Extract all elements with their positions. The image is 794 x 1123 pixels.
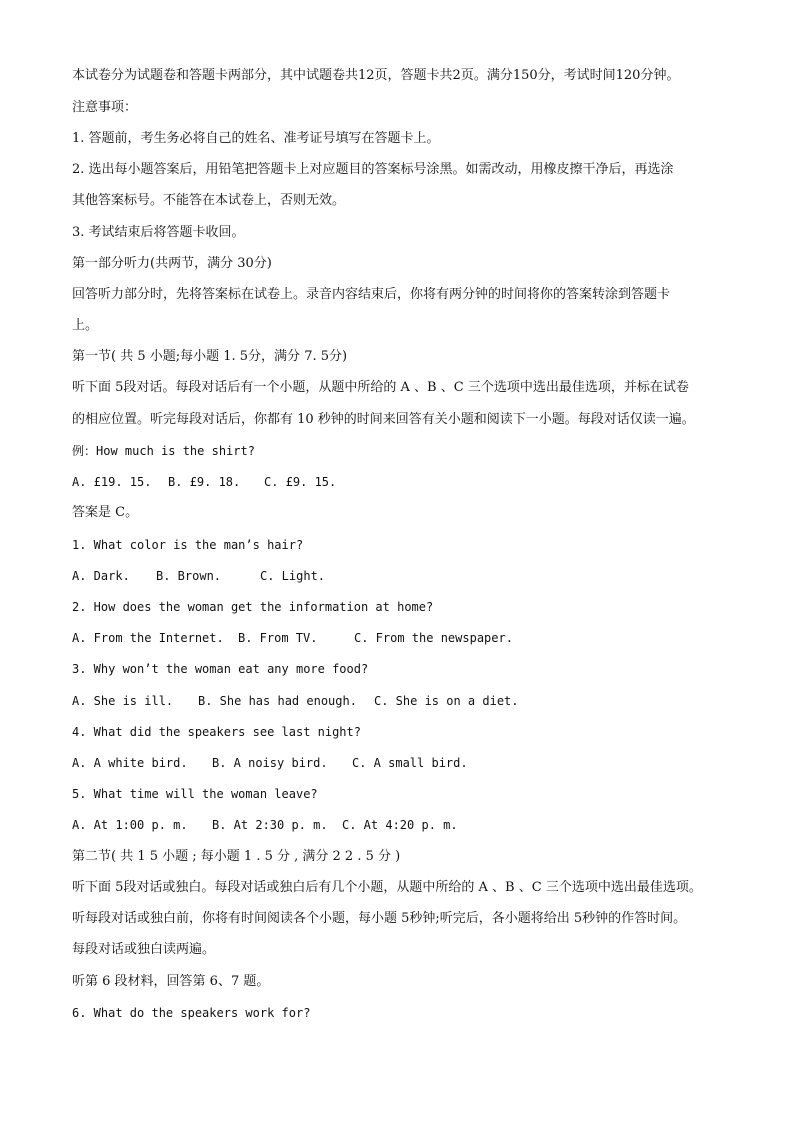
notice-title: 注意事项： (72, 100, 138, 115)
question-3: 3. Why won’t the woman eat any more food? (72, 662, 369, 676)
part1-instruction-2: 上。 (72, 318, 99, 333)
notice-2: 2. 选出每小题答案后，用铅笔把答题卡上对应题目的答案标号涂黑。如需改动，用橡皮擦干净后，再选涂 (72, 162, 674, 177)
part1-instruction-1: 回答听力部分时，先将答案标在试卷上。录音内容结束后，你将有两分钟的时间将你的答案转涂到答题卡 (72, 287, 671, 302)
material-6-heading: 听第 6 段材料，回答第 6、7 题。 (72, 974, 270, 989)
question-1: 1. What color is the man’s hair? (72, 538, 304, 552)
question-6: 6. What do the speakers work for? (72, 1006, 311, 1020)
example-option-a: A. £19. 15. (72, 475, 152, 489)
q1-option-a: A. Dark. (72, 569, 130, 583)
example-options (72, 473, 732, 491)
section2-instruction-2: 听每段对话或独白前，你将有时间阅读各个小题，每小题 5秒钟;听完后，各小题将给出 5秒钟的作答时间。 (72, 911, 687, 926)
question-1-options (72, 567, 732, 585)
question-3-options (72, 692, 732, 710)
question-5-options (72, 816, 732, 834)
section2-instruction-1: 听下面 5段对话或独白。每段对话或独白后有几个小题，从题中所给的 A 、B 、C 三个选项中选出最佳选项。 (72, 880, 702, 895)
example-answer: 答案是 C。 (72, 505, 139, 520)
section1-instruction-2: 的相应位置。听完每段对话后，你都有 10 秒钟的时间来回答有关小题和阅读下一小题。每段对话仅读一遍。 (72, 412, 695, 427)
q2-option-b: B. From TV. (238, 631, 318, 645)
part1-title: 第一部分听力(共两节，满分 30分) (72, 256, 272, 271)
notice-1: 1. 答题前，考生务必将自己的姓名、准考证号填写在答题卡上。 (72, 131, 440, 146)
intro-text: 本试卷分为试题卷和答题卡两部分，其中试题卷共12页，答题卡共2页。满分150分，考试时间120分钟。 (72, 68, 680, 83)
q1-option-b: B. Brown. (156, 569, 222, 583)
q4-option-b: B. A noisy bird. (212, 756, 328, 770)
q4-option-a: A. A white bird. (72, 756, 188, 770)
question-5: 5. What time will the woman leave? (72, 787, 318, 801)
example-option-b: B. £9. 18. (168, 475, 241, 489)
section1-instruction-1: 听下面 5段对话。每段对话后有一个小题，从题中所给的 A 、B 、C 三个选项中选出最佳选项，并标在试卷 (72, 380, 689, 395)
q4-option-c: C. A small bird. (352, 756, 468, 770)
notice-3: 3. 考试结束后将答题卡收回。 (72, 225, 245, 240)
section2-title: 第二节( 共 1 5 小题 ; 每小题 1 . 5 分 , 满分 2 2 . 5 分 ) (72, 849, 401, 864)
q5-option-c: C. At 4:20 p. m. (342, 818, 458, 832)
example-question: 例：How much is the shirt? (72, 444, 255, 458)
q1-option-c: C. Light. (260, 569, 326, 583)
question-4-options (72, 754, 732, 772)
section2-instruction-3: 每段对话或独白读两遍。 (72, 942, 216, 957)
q3-option-c: C. She is on a diet. (374, 694, 519, 708)
section1-title: 第一节( 共 5 小题;每小题 1. 5分，满分 7. 5分) (72, 349, 348, 364)
q2-option-a: A. From the Internet. (72, 631, 224, 645)
q2-option-c: C. From the newspaper. (354, 631, 513, 645)
question-2: 2. How does the woman get the information at home? (72, 600, 434, 614)
q3-option-a: A. She is ill. (72, 694, 174, 708)
example-option-c: C. £9. 15. (264, 475, 337, 489)
question-2-options (72, 629, 732, 647)
q5-option-b: B. At 2:30 p. m. (212, 818, 328, 832)
q5-option-a: A. At 1:00 p. m. (72, 818, 188, 832)
notice-2-cont: 其他答案标号。不能答在本试卷上，否则无效。 (72, 193, 346, 208)
q3-option-b: B. She has had enough. (198, 694, 357, 708)
question-4: 4. What did the speakers see last night? (72, 725, 361, 739)
